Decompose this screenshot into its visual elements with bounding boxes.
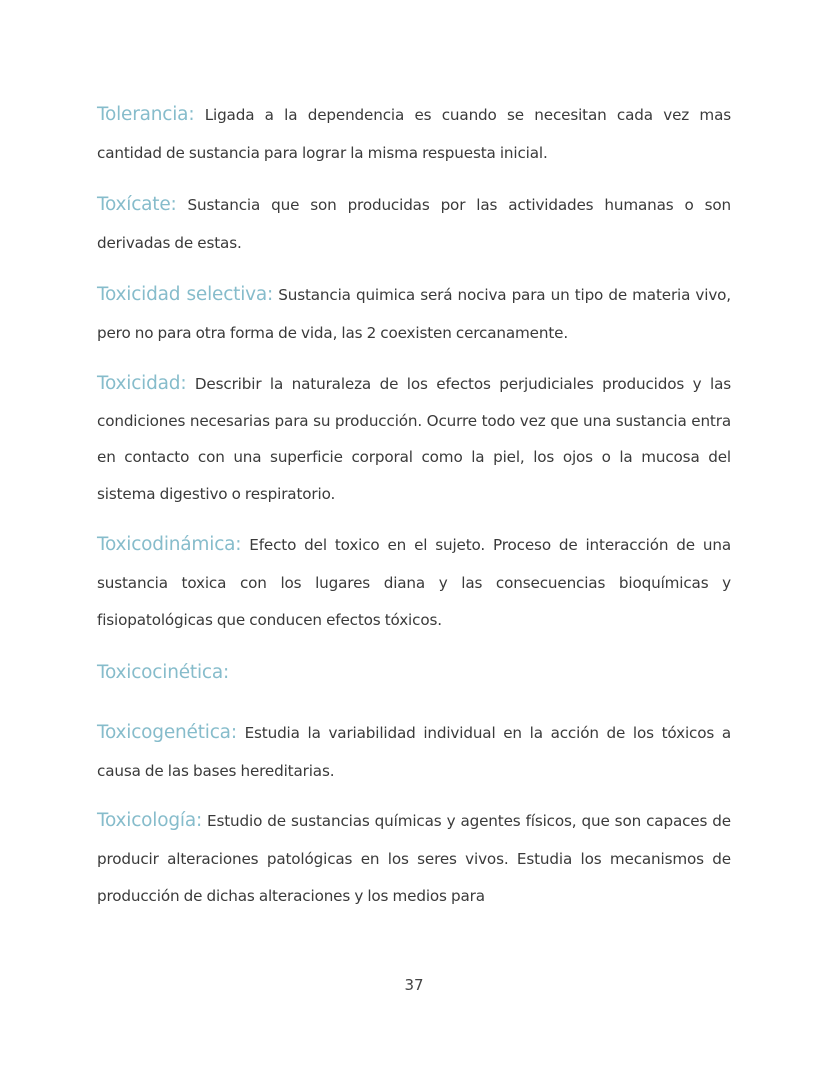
glossary-content: [97, 96, 731, 930]
glossary-term: Toxicología:: [97, 810, 202, 831]
glossary-entry-toxicogenetica: [97, 714, 731, 790]
glossary-term: Toxicodinámica:: [97, 534, 242, 555]
glossary-entry-toxicidad: [97, 366, 731, 512]
glossary-entry-toxicidad-selectiva: [97, 276, 731, 352]
glossary-definition: Estudio de sustancias químicas y agentes físicos, que son capaces de producir alteraciones patológicas en los seres vivos. Estudia los mecanismos de producción de dichas alteraciones y los medios para: [97, 812, 731, 905]
glossary-term: Toxicidad:: [97, 373, 187, 394]
glossary-entry-toxicocinetica: [97, 654, 731, 693]
glossary-term: Tolerancia:: [97, 104, 195, 125]
glossary-entry-tolerancia: [97, 96, 731, 172]
glossary-term: Toxicogenética:: [97, 722, 237, 743]
glossary-term: Toxicocinética:: [97, 661, 230, 683]
glossary-definition: Ligada a la dependencia es cuando se necesitan cada vez mas cantidad de sustancia para lograr la misma respuesta inicial.: [97, 106, 731, 162]
glossary-entry-toxicate: [97, 186, 731, 262]
glossary-entry-toxicodinamica: [97, 526, 731, 640]
glossary-entry-toxicologia: [97, 802, 731, 916]
glossary-definition: Sustancia quimica será nociva para un tipo de materia vivo, pero no para otra forma de vida, las 2 coexisten cercanamente.: [97, 286, 731, 342]
page-number: 37: [404, 976, 424, 994]
glossary-definition: Estudia la variabilidad individual en la acción de los tóxicos a causa de las bases hereditarias.: [97, 724, 731, 780]
glossary-definition: Sustancia que son producidas por las actividades humanas o son derivadas de estas.: [97, 196, 731, 252]
glossary-term: Toxícate:: [97, 194, 177, 215]
glossary-definition: Efecto del toxico en el sujeto. Proceso de interacción de una sustancia toxica con los lugares diana y las consecuencias bioquímicas y fisiopatológicas que conducen efectos tóxicos.: [97, 536, 731, 629]
glossary-definition: Describir la naturaleza de los efectos perjudiciales producidos y las condiciones necesarias para su producción. Ocurre todo vez que una sustancia entra en contacto con una superficie corporal como la piel, los ojos o la mucosa del sistema digestivo o respiratorio.: [97, 375, 731, 503]
glossary-term: Toxicidad selectiva:: [97, 284, 274, 305]
